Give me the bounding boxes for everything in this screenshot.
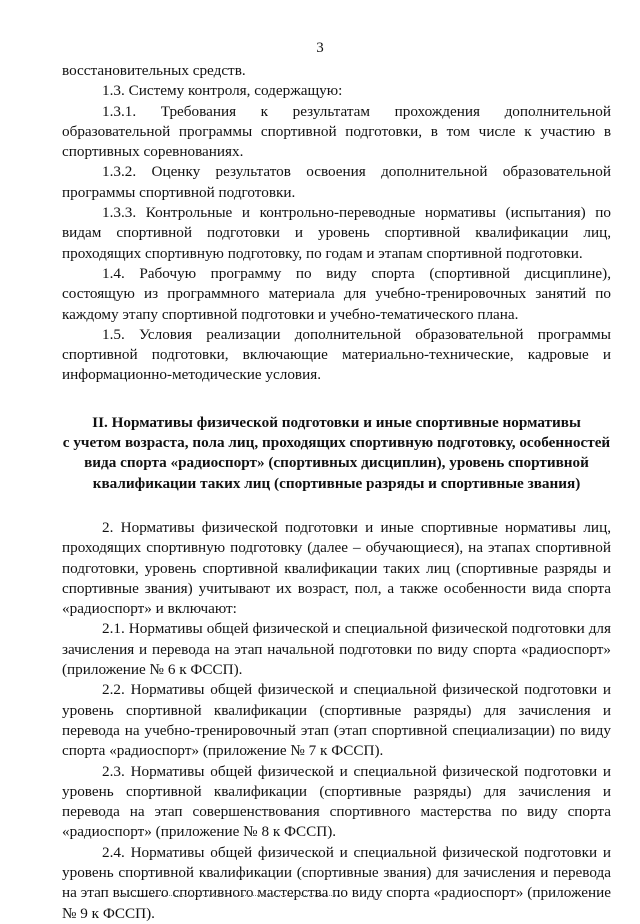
section-heading-line: II. Нормативы физической подготовки и иные спортивные нормативы xyxy=(92,413,581,431)
section-heading-line: с учетом возраста, пола лиц, проходящих спортивную подготовку, особенностей xyxy=(62,434,611,452)
paragraph-2-4: 2.4. Нормативы общей физической и специальной физической подготовки и уровень спортивной квалификации (спортивные звания) для зачисления и перевода на этап высшего спортивного мастерства по виду спорта «радиоспорт» (приложение № 9 к ФССП). xyxy=(62,843,611,922)
section-heading-line: квалификации таких лиц (спортивные разряды и спортивные звания) xyxy=(92,474,581,492)
paragraph-1-4: 1.4. Рабочую программу по виду спорта (спортивной дисциплине), состоящую из программного материала для учебно-тренировочных занятий по каждому этапу спортивной подготовки и учебно-тематического плана. xyxy=(62,264,611,323)
paragraph-1-5: 1.5. Условия реализации дополнительной образовательной программы спортивной подготовки, включающие материально-технические, кадровые и информационно-методические условия. xyxy=(62,325,611,384)
document-body xyxy=(62,61,611,924)
section-heading xyxy=(62,413,611,494)
paragraph-2-3: 2.3. Нормативы общей физической и специальной физической подготовки и уровень спортивной квалификации (спортивные разряды) для зачисления и перевода на этап совершенствования спортивного мастерства по виду спорта «радиоспорт» (приложение № 8 к ФССП). xyxy=(62,762,611,841)
page-number: 3 xyxy=(316,40,324,56)
paragraph-1-3-1: 1.3.1. Требования к результатам прохождения дополнительной образовательной программы спортивной подготовки, в том числе к участию в спортивных соревнованиях. xyxy=(62,102,611,161)
paragraph-1-3-2: 1.3.2. Оценку результатов освоения дополнительной образовательной программы спортивной подготовки. xyxy=(62,163,611,201)
paragraph-2-1: 2.1. Нормативы общей физической и специальной физической подготовки для зачисления и перевода на этап начальной подготовки по виду спорта «радиоспорт» (приложение № 6 к ФССП). xyxy=(62,620,611,679)
paragraph-1-3: 1.3. Систему контроля, содержащую: xyxy=(102,82,343,100)
paragraph-2-2: 2.2. Нормативы общей физической и специальной физической подготовки и уровень спортивной квалификации (спортивные разряды) для зачисления и перевода на учебно-тренировочный этап (этап спортивной специализации) по виду спорта «радиоспорт» (приложение № 7 к ФССП). xyxy=(62,681,611,760)
section-heading-line: вида спорта «радиоспорт» (спортивных дисциплин), уровень спортивной xyxy=(84,454,589,472)
paragraph-1-3-3: 1.3.3. Контрольные и контрольно-переводные нормативы (испытания) по видам спортивной подготовки и уровень спортивной квалификации лиц, проходящих спортивную подготовку, по годам и этапам спортивной подготовки. xyxy=(62,204,611,262)
scan-edge-mark xyxy=(120,895,340,897)
paragraph-2: 2. Нормативы физической подготовки и иные спортивные нормативы лиц, проходящих спортивную подготовку (далее – обучающиеся), на этапах спортивной подготовки, уровень спортивной квалификации таких лиц (спортивные разряды и спортивные звания) учитывают их возраст, пол, а также особенности вида спорта «радиоспорт» и включают: xyxy=(62,518,611,618)
paragraph-continuation: восстановительных средств. xyxy=(62,62,246,79)
